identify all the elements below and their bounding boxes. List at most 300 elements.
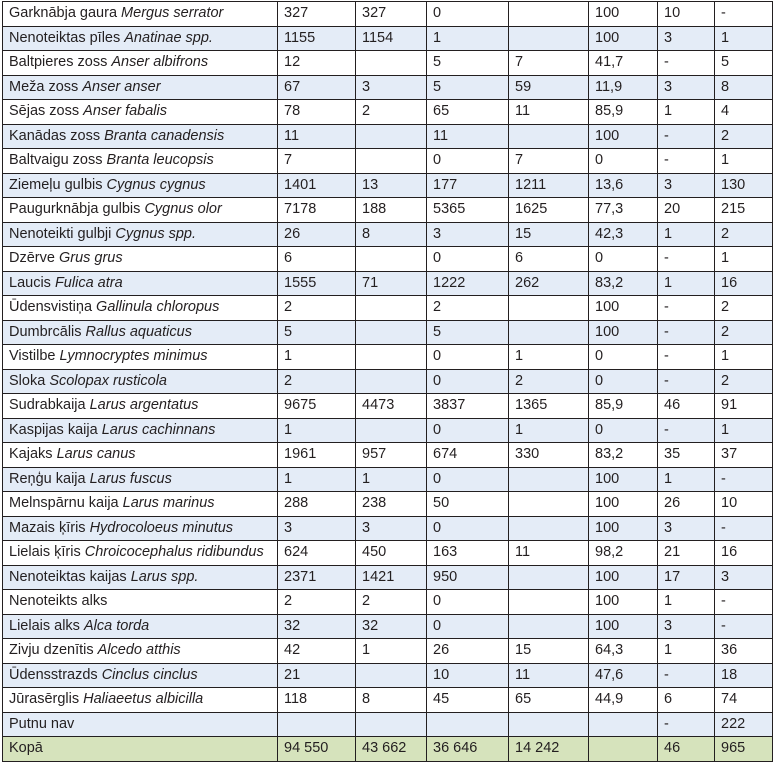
value-cell: 85,9 [589, 100, 658, 125]
value-cell: - [715, 2, 773, 27]
value-cell: 188 [356, 198, 427, 223]
value-cell: 18 [715, 664, 773, 689]
value-cell [509, 590, 589, 615]
value-cell: 3 [356, 517, 427, 542]
common-name: Baltpieres zoss [9, 54, 108, 70]
table-row [3, 639, 773, 664]
value-cell: 8 [356, 223, 427, 248]
value-cell: 177 [427, 174, 509, 199]
value-cell: 15 [509, 223, 589, 248]
common-name: Nenoteikts alks [9, 593, 108, 609]
common-name: Jūrasērglis [9, 691, 80, 707]
value-cell: 5 [427, 51, 509, 76]
value-cell: - [658, 247, 715, 272]
species-cell [3, 174, 278, 199]
value-cell [509, 468, 589, 493]
scientific-name: Anatinae spp. [124, 29, 213, 46]
value-cell: 6 [658, 688, 715, 713]
scientific-name: Larus canus [56, 446, 136, 462]
table-row [3, 615, 773, 640]
value-cell: 1 [278, 468, 356, 493]
value-cell: 65 [509, 688, 589, 713]
common-name: Ūdensvistiņa [9, 299, 93, 315]
value-cell: 17 [658, 566, 715, 591]
value-cell: 950 [427, 566, 509, 591]
common-name: Vistilbe [9, 348, 56, 364]
table-row [3, 517, 773, 542]
value-cell: 0 [427, 590, 509, 615]
value-cell: 3 [658, 174, 715, 199]
value-cell: 65 [427, 100, 509, 125]
table-row [3, 688, 773, 713]
table-row [3, 2, 773, 27]
value-cell: 2 [715, 321, 773, 346]
value-cell: 100 [589, 125, 658, 150]
total-value-cell: 43 662 [356, 737, 427, 762]
species-cell [3, 615, 278, 640]
common-name: Sloka [9, 372, 46, 389]
scientific-name: Haliaeetus albicilla [83, 691, 204, 707]
value-cell: 1 [658, 272, 715, 297]
value-cell: 11 [509, 541, 589, 566]
common-name: Dzērve [9, 250, 55, 266]
common-name: Nenoteikti gulbji [9, 225, 112, 242]
value-cell [509, 566, 589, 591]
value-cell: 1401 [278, 174, 356, 199]
common-name: Zivju dzenītis [9, 642, 94, 658]
species-cell [3, 2, 278, 27]
species-cell [3, 370, 278, 395]
species-cell [3, 443, 278, 468]
value-cell: 4473 [356, 394, 427, 419]
value-cell: 6 [509, 247, 589, 272]
scientific-name: Mergus serrator [121, 5, 224, 21]
value-cell: 330 [509, 443, 589, 468]
total-row [3, 737, 773, 762]
value-cell: 44,9 [589, 688, 658, 713]
value-cell: 100 [589, 321, 658, 346]
total-value-cell [589, 737, 658, 762]
value-cell: 4 [715, 100, 773, 125]
value-cell: 1 [658, 100, 715, 125]
common-name: Ziemeļu gulbis [9, 176, 103, 193]
common-name: Nenoteiktas pīles [9, 29, 121, 46]
scientific-name: Cinclus cinclus [101, 666, 198, 683]
species-cell [3, 517, 278, 542]
species-cell [3, 419, 278, 444]
species-cell [3, 639, 278, 664]
value-cell: 0 [427, 517, 509, 542]
value-cell: 238 [356, 492, 427, 517]
common-name: Ūdensstrazds [9, 666, 98, 683]
common-name: Kaspijas kaija [9, 421, 98, 438]
value-cell: 0 [427, 370, 509, 395]
species-cell [3, 27, 278, 52]
species-cell [3, 345, 278, 370]
value-cell: 0 [589, 247, 658, 272]
common-name: Sējas zoss [9, 103, 80, 119]
value-cell: 1 [658, 468, 715, 493]
table-row [3, 223, 773, 248]
value-cell: 262 [509, 272, 589, 297]
total-value-cell: 965 [715, 737, 773, 762]
value-cell: - [658, 149, 715, 174]
value-cell: 100 [589, 566, 658, 591]
common-name: Sudrabkaija [9, 397, 86, 413]
value-cell [509, 125, 589, 150]
value-cell: 2 [356, 590, 427, 615]
value-cell: 1155 [278, 27, 356, 52]
value-cell: 100 [589, 615, 658, 640]
scientific-name: Anser fabalis [83, 103, 167, 119]
value-cell: 11 [278, 125, 356, 150]
scientific-name: Larus fuscus [89, 470, 172, 487]
common-name: Putnu nav [9, 715, 75, 732]
species-cell [3, 321, 278, 346]
value-cell: 288 [278, 492, 356, 517]
common-name: Mazais ķīris [9, 519, 86, 536]
table-row [3, 664, 773, 689]
value-cell [589, 713, 658, 738]
total-label: Kopā [3, 737, 278, 762]
common-name: Nenoteiktas kaijas [9, 568, 127, 585]
value-cell: 100 [589, 27, 658, 52]
value-cell: 215 [715, 198, 773, 223]
value-cell: - [658, 125, 715, 150]
value-cell: - [658, 296, 715, 321]
value-cell: 10 [427, 664, 509, 689]
species-cell [3, 590, 278, 615]
value-cell: 42 [278, 639, 356, 664]
value-cell: 3 [278, 517, 356, 542]
value-cell: - [658, 51, 715, 76]
value-cell: 32 [356, 615, 427, 640]
value-cell: 26 [427, 639, 509, 664]
value-cell: 42,3 [589, 223, 658, 248]
value-cell: 8 [356, 688, 427, 713]
value-cell: 37 [715, 443, 773, 468]
value-cell: 957 [356, 443, 427, 468]
value-cell: 1421 [356, 566, 427, 591]
value-cell: 13,6 [589, 174, 658, 199]
value-cell: 83,2 [589, 443, 658, 468]
species-cell [3, 713, 278, 738]
value-cell: - [658, 419, 715, 444]
value-cell: - [658, 664, 715, 689]
scientific-name: Larus cachinnans [101, 421, 216, 438]
value-cell [356, 370, 427, 395]
value-cell: 1 [715, 345, 773, 370]
value-cell: 64,3 [589, 639, 658, 664]
value-cell: 67 [278, 76, 356, 101]
value-cell: 26 [278, 223, 356, 248]
value-cell [509, 517, 589, 542]
value-cell: 45 [427, 688, 509, 713]
value-cell: 46 [658, 394, 715, 419]
value-cell: - [658, 345, 715, 370]
value-cell: - [658, 321, 715, 346]
value-cell: 163 [427, 541, 509, 566]
value-cell: 5 [278, 321, 356, 346]
value-cell: 1 [278, 419, 356, 444]
value-cell: 100 [589, 590, 658, 615]
value-cell [356, 664, 427, 689]
value-cell: 3 [427, 223, 509, 248]
table-row [3, 149, 773, 174]
value-cell [356, 51, 427, 76]
value-cell: 6 [278, 247, 356, 272]
value-cell: 16 [715, 541, 773, 566]
value-cell: 20 [658, 198, 715, 223]
value-cell: 11 [509, 100, 589, 125]
value-cell: 77,3 [589, 198, 658, 223]
scientific-name: Grus grus [58, 250, 123, 266]
value-cell: 36 [715, 639, 773, 664]
table-row [3, 370, 773, 395]
value-cell [509, 2, 589, 27]
value-cell: 78 [278, 100, 356, 125]
value-cell: 3 [356, 76, 427, 101]
value-cell: 5 [715, 51, 773, 76]
value-cell: 3837 [427, 394, 509, 419]
value-cell: 5 [427, 76, 509, 101]
value-cell: 1 [715, 247, 773, 272]
value-cell: 450 [356, 541, 427, 566]
value-cell: 74 [715, 688, 773, 713]
value-cell: 98,2 [589, 541, 658, 566]
species-cell [3, 198, 278, 223]
value-cell: 0 [427, 468, 509, 493]
value-cell: 1 [278, 345, 356, 370]
value-cell: 1154 [356, 27, 427, 52]
table-row [3, 247, 773, 272]
value-cell: 1365 [509, 394, 589, 419]
value-cell: 3 [658, 27, 715, 52]
value-cell: 1 [658, 639, 715, 664]
value-cell [356, 345, 427, 370]
scientific-name: Lymnocryptes minimus [59, 348, 208, 364]
species-cell [3, 541, 278, 566]
species-cell [3, 247, 278, 272]
table-row [3, 76, 773, 101]
table-row [3, 272, 773, 297]
value-cell: - [715, 615, 773, 640]
scientific-name: Larus spp. [130, 568, 199, 585]
scientific-name: Alca torda [83, 617, 150, 634]
scientific-name: Gallinula chloropus [96, 299, 220, 315]
value-cell: 1 [715, 27, 773, 52]
species-cell [3, 394, 278, 419]
value-cell: 12 [278, 51, 356, 76]
scientific-name: Fulica atra [54, 274, 123, 291]
value-cell: 1961 [278, 443, 356, 468]
value-cell: 3 [658, 615, 715, 640]
value-cell: 59 [509, 76, 589, 101]
species-cell [3, 51, 278, 76]
species-cell [3, 688, 278, 713]
table-row [3, 174, 773, 199]
value-cell: 21 [278, 664, 356, 689]
value-cell: 0 [589, 345, 658, 370]
scientific-name: Anser anser [82, 78, 161, 95]
value-cell: - [715, 468, 773, 493]
common-name: Lielais alks [9, 617, 80, 634]
value-cell: 2 [278, 296, 356, 321]
table-row [3, 443, 773, 468]
value-cell: 0 [427, 247, 509, 272]
table-row [3, 125, 773, 150]
table-row [3, 321, 773, 346]
species-cell [3, 468, 278, 493]
value-cell: 674 [427, 443, 509, 468]
value-cell: 222 [715, 713, 773, 738]
value-cell: 2 [715, 223, 773, 248]
value-cell: - [658, 713, 715, 738]
value-cell: 1555 [278, 272, 356, 297]
value-cell: 71 [356, 272, 427, 297]
value-cell: 100 [589, 517, 658, 542]
common-name: Baltvaigu zoss [9, 152, 103, 168]
scientific-name: Rallus aquaticus [85, 323, 192, 340]
value-cell: 11 [509, 664, 589, 689]
common-name: Kanādas zoss [9, 127, 101, 144]
table-row [3, 590, 773, 615]
value-cell: 9675 [278, 394, 356, 419]
value-cell: 0 [427, 2, 509, 27]
value-cell: 1 [509, 345, 589, 370]
value-cell [278, 713, 356, 738]
value-cell: 2 [715, 125, 773, 150]
species-cell [3, 76, 278, 101]
common-name: Lielais ķīris [9, 544, 81, 560]
scientific-name: Chroicocephalus ridibundus [84, 544, 264, 560]
value-cell [509, 615, 589, 640]
value-cell: - [715, 590, 773, 615]
value-cell: 1 [658, 223, 715, 248]
common-name: Kajaks [9, 446, 53, 462]
value-cell: 100 [589, 492, 658, 517]
value-cell: 5365 [427, 198, 509, 223]
value-cell: 100 [589, 2, 658, 27]
value-cell: 5 [427, 321, 509, 346]
value-cell: 2371 [278, 566, 356, 591]
bird-count-table [2, 1, 773, 762]
value-cell: 7 [509, 149, 589, 174]
value-cell: 7178 [278, 198, 356, 223]
value-cell: - [658, 370, 715, 395]
value-cell: 1222 [427, 272, 509, 297]
value-cell: 1 [658, 590, 715, 615]
total-value-cell: 46 [658, 737, 715, 762]
scientific-name: Cygnus spp. [115, 225, 197, 242]
value-cell [509, 321, 589, 346]
value-cell: 21 [658, 541, 715, 566]
value-cell: 10 [658, 2, 715, 27]
species-cell [3, 566, 278, 591]
value-cell: 26 [658, 492, 715, 517]
value-cell: 3 [658, 76, 715, 101]
value-cell: 1625 [509, 198, 589, 223]
common-name: Melnspārnu kaija [9, 495, 119, 511]
species-cell [3, 223, 278, 248]
total-value-cell: 36 646 [427, 737, 509, 762]
value-cell: 47,6 [589, 664, 658, 689]
table-row [3, 296, 773, 321]
value-cell: 2 [715, 370, 773, 395]
value-cell: 2 [278, 370, 356, 395]
value-cell: 327 [356, 2, 427, 27]
value-cell: 1 [427, 27, 509, 52]
value-cell: 2 [715, 296, 773, 321]
value-cell: 85,9 [589, 394, 658, 419]
scientific-name: Branta canadensis [104, 127, 225, 144]
common-name: Paugurknābja gulbis [9, 201, 141, 217]
value-cell: 15 [509, 639, 589, 664]
value-cell [509, 492, 589, 517]
value-cell: 2 [509, 370, 589, 395]
table-row [3, 27, 773, 52]
common-name: Reņģu kaija [9, 470, 86, 487]
scientific-name: Scolopax rusticola [49, 372, 167, 389]
value-cell: 1 [356, 639, 427, 664]
value-cell: 0 [589, 370, 658, 395]
scientific-name: Anser albifrons [111, 54, 209, 70]
common-name: Laucis [9, 274, 51, 291]
value-cell: 16 [715, 272, 773, 297]
value-cell: 7 [278, 149, 356, 174]
value-cell: 624 [278, 541, 356, 566]
scientific-name: Cygnus olor [144, 201, 222, 217]
table-row [3, 345, 773, 370]
table-row [3, 100, 773, 125]
value-cell: - [715, 517, 773, 542]
value-cell: 1 [715, 149, 773, 174]
value-cell: 32 [278, 615, 356, 640]
common-name: Dumbrcālis [9, 323, 82, 340]
value-cell: 7 [509, 51, 589, 76]
table-row [3, 51, 773, 76]
value-cell: 100 [589, 468, 658, 493]
scientific-name: Larus marinus [122, 495, 215, 511]
value-cell: 13 [356, 174, 427, 199]
value-cell [356, 125, 427, 150]
scientific-name: Alcedo atthis [97, 642, 181, 658]
total-value-cell: 14 242 [509, 737, 589, 762]
value-cell: 11 [427, 125, 509, 150]
value-cell: 3 [715, 566, 773, 591]
value-cell: 1 [356, 468, 427, 493]
value-cell: 118 [278, 688, 356, 713]
value-cell: 10 [715, 492, 773, 517]
value-cell: 0 [427, 345, 509, 370]
value-cell: 50 [427, 492, 509, 517]
species-cell [3, 100, 278, 125]
value-cell: 130 [715, 174, 773, 199]
value-cell: 35 [658, 443, 715, 468]
value-cell [356, 713, 427, 738]
value-cell: 3 [658, 517, 715, 542]
value-cell: 100 [589, 296, 658, 321]
value-cell: 1 [715, 419, 773, 444]
value-cell [509, 296, 589, 321]
value-cell: 0 [589, 149, 658, 174]
common-name: Meža zoss [9, 78, 79, 95]
value-cell [356, 321, 427, 346]
common-name: Garknābja gaura [9, 5, 118, 21]
scientific-name: Larus argentatus [89, 397, 199, 413]
value-cell: 1 [509, 419, 589, 444]
table-row [3, 492, 773, 517]
